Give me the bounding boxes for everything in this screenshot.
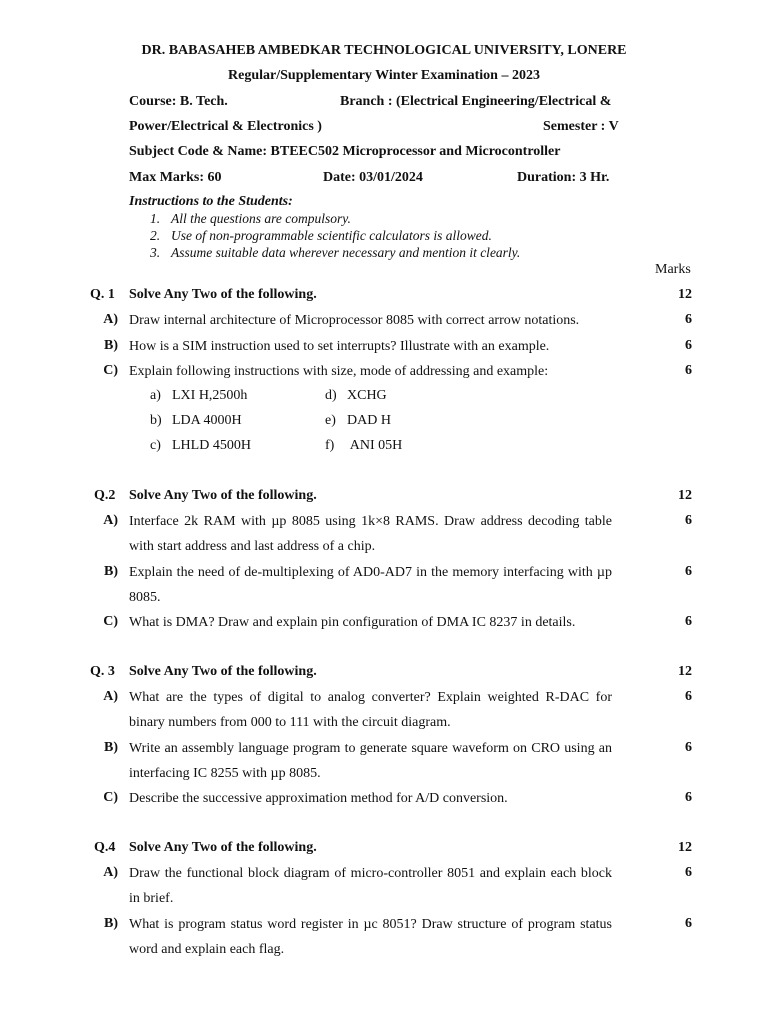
sub-question-label: C) — [103, 790, 118, 805]
question-title: Solve Any Two of the following. — [129, 840, 317, 855]
exam-title: Regular/Supplementary Winter Examination – 2023 — [228, 68, 540, 83]
sub-question-label: B) — [104, 740, 118, 755]
sub-question-label: A) — [103, 865, 118, 880]
exam-date: Date: 03/01/2024 — [323, 170, 423, 185]
course: Course: B. Tech. — [129, 94, 228, 109]
instruction-option: a) LXI H,2500h — [150, 388, 248, 403]
sub-question-text: Draw internal architecture of Microprocessor 8085 with correct arrow notations. — [129, 313, 580, 328]
question-number: Q.4 — [94, 840, 116, 855]
sub-question-marks: 6 — [685, 363, 692, 378]
sub-question-text: How is a SIM instruction used to set interrupts? Illustrate with an example. — [129, 339, 550, 354]
question-marks: 12 — [678, 840, 692, 855]
university-name: DR. BABASAHEB AMBEDKAR TECHNOLOGICAL UNIVERSITY, LONERE — [141, 43, 627, 58]
branch-line-1: Branch : (Electrical Engineering/Electrical & — [340, 94, 612, 109]
instruction-option: d) XCHG — [325, 388, 387, 403]
marks-column-header: Marks — [655, 262, 691, 277]
sub-question-marks: 6 — [685, 790, 692, 805]
sub-question-marks: 6 — [685, 338, 692, 353]
question-marks: 12 — [678, 664, 692, 679]
sub-question-marks: 6 — [685, 564, 692, 579]
sub-question-marks: 6 — [685, 312, 692, 327]
sub-question-marks: 6 — [685, 614, 692, 629]
sub-question-label: C) — [103, 614, 118, 629]
sub-question-marks: 6 — [685, 689, 692, 704]
sub-question-label: A) — [103, 689, 118, 704]
question-number: Q. 3 — [90, 664, 115, 679]
sub-question-label: A) — [103, 513, 118, 528]
question-title: Solve Any Two of the following. — [129, 287, 317, 302]
max-marks: Max Marks: 60 — [129, 170, 222, 185]
branch-line-2: Power/Electrical & Electronics ) — [129, 119, 322, 134]
instruction-option: b) LDA 4000H — [150, 413, 242, 428]
sub-question-text: Explain following instructions with size, mode of addressing and example: — [129, 364, 549, 379]
sub-question-text: What is program status word register in µc 8051? Draw structure of program status word and explain each flag. — [129, 917, 612, 957]
sub-question-text: Draw the functional block diagram of micro-controller 8051 and explain each block in brief. — [129, 866, 612, 906]
sub-question-text: Write an assembly language program to generate square waveform on CRO using an interfacing IC 8255 with µp 8085. — [129, 741, 612, 781]
sub-question-marks: 6 — [685, 740, 692, 755]
sub-question-label: C) — [103, 363, 118, 378]
instruction-option: f) ANI 05H — [325, 438, 403, 453]
sub-question-marks: 6 — [685, 865, 692, 880]
sub-question-text: Describe the successive approximation method for A/D conversion. — [129, 791, 508, 806]
question-marks: 12 — [678, 287, 692, 302]
question-title: Solve Any Two of the following. — [129, 488, 317, 503]
sub-question-text: What is DMA? Draw and explain pin configuration of DMA IC 8237 in details. — [129, 615, 576, 630]
instruction-option: c) LHLD 4500H — [150, 438, 251, 453]
instruction-item: 2. Use of non-programmable scientific calculators is allowed. — [150, 228, 492, 243]
question-marks: 12 — [678, 488, 692, 503]
question-number: Q.2 — [94, 488, 116, 503]
question-number: Q. 1 — [90, 287, 115, 302]
sub-question-text: What are the types of digital to analog converter? Explain weighted R-DAC for binary numbers from 000 to 111 with the circuit diagram. — [129, 690, 612, 730]
sub-question-label: B) — [104, 338, 118, 353]
sub-question-text: Interface 2k RAM with µp 8085 using 1k×8 RAMS. Draw address decoding table with start address and last address of a chip. — [129, 514, 612, 554]
instruction-item: 1. All the questions are compulsory. — [150, 211, 351, 226]
instructions-title: Instructions to the Students: — [129, 194, 293, 209]
subject: Subject Code & Name: BTEEC502 Microprocessor and Microcontroller — [129, 144, 561, 159]
duration: Duration: 3 Hr. — [517, 170, 610, 185]
instruction-option: e) DAD H — [325, 413, 391, 428]
sub-question-text: Explain the need of de-multiplexing of AD0-AD7 in the memory interfacing with µp 8085. — [129, 565, 612, 605]
question-title: Solve Any Two of the following. — [129, 664, 317, 679]
sub-question-marks: 6 — [685, 916, 692, 931]
instruction-item: 3. Assume suitable data wherever necessary and mention it clearly. — [150, 245, 521, 260]
sub-question-label: B) — [104, 564, 118, 579]
sub-question-label: B) — [104, 916, 118, 931]
semester: Semester : V — [543, 119, 619, 134]
sub-question-label: A) — [103, 312, 118, 327]
sub-question-marks: 6 — [685, 513, 692, 528]
